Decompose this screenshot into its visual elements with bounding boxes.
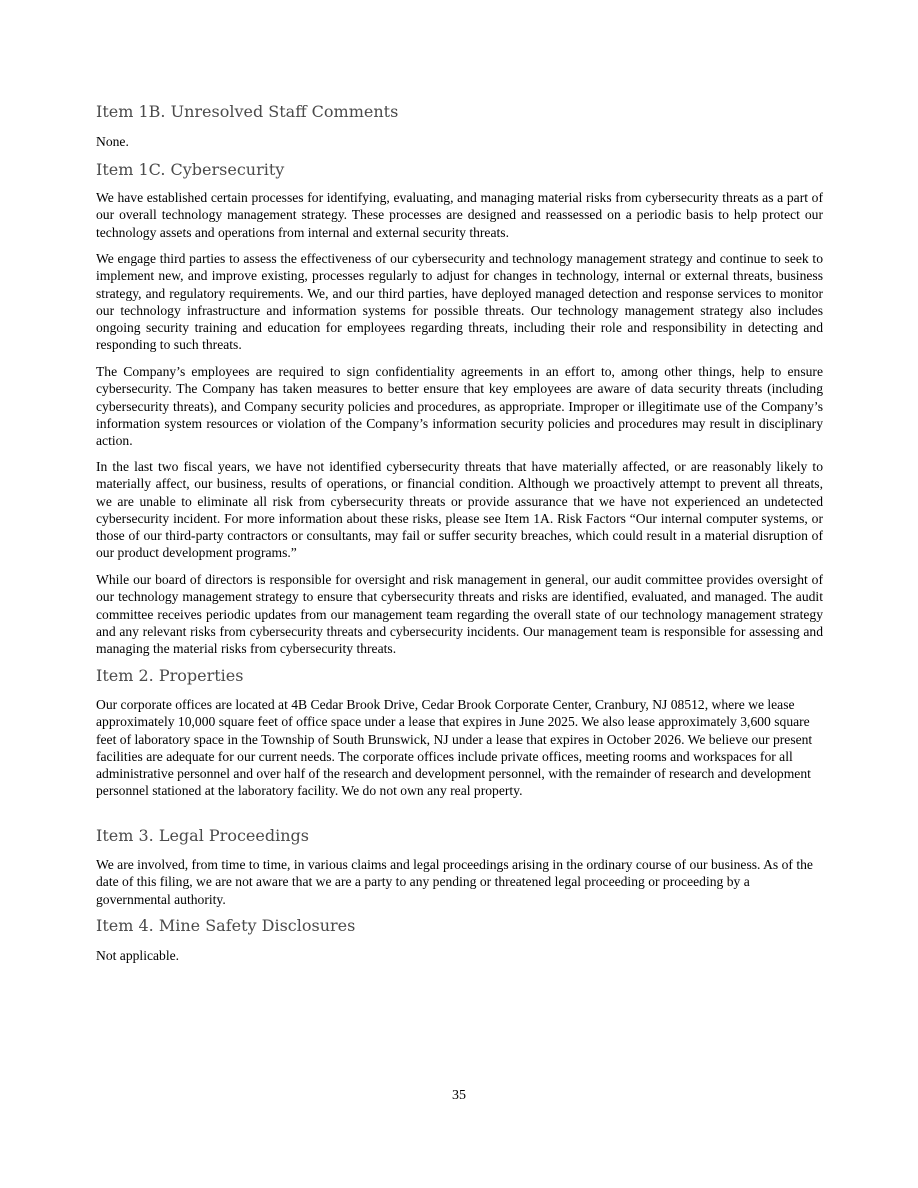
item-2-body: Our corporate offices are located at 4B Cedar Brook Drive, Cedar Brook Corporate Center, Cranbury, NJ 08512, where we lease approximately 10,000 square feet of office space under a lease that expires in June 2025. We also lease approximately 3,600 square feet of laboratory space in the Township of South Brunswick, NJ under a lease that expires in October 2026. We believe our present facilities are adequate for our current needs. The corporate offices include private offices, meeting rooms and workspaces for all administrative personnel and over half of the research and development personnel, with the remainder of research and development personnel stationed at the laboratory facility. We do not own any real property. — [96, 697, 813, 799]
heading-item-2: Item 2. Properties — [96, 666, 244, 685]
item-1c-paragraph-3: The Company’s employees are required to sign confidentiality agreements in an effort to, among other things, help to ensure cybersecurity. The Company has taken measures to better ensure that key employees are aware of data security threats (including cybersecurity threats), and Company security policies and procedures, as appropriate. Improper or illegitimate use of the Company’s information system resources or violation of the Company’s information security policies and procedures may result in disciplinary action. — [96, 364, 823, 449]
page-number: 35 — [452, 1088, 466, 1103]
item-4-body: Not applicable. — [96, 948, 180, 963]
heading-item-1b: Item 1B. Unresolved Staff Comments — [96, 102, 399, 121]
item-1c-paragraph-4: In the last two fiscal years, we have not identified cybersecurity threats that have materially affected, or are reasonably likely to materially affect, our business, results of operations, or financial condition. Although we proactively attempt to prevent all threats, we are unable to eliminate all risk from cybersecurity threats or provide assurance that we have not experienced an undetected cybersecurity incident. For more information about these risks, please see Item 1A. Risk Factors “Our internal computer systems, or those of our third-party contractors or consultants, may fail or suffer security breaches, which could result in a material disruption of our product development programs.” — [96, 459, 823, 561]
item-1c-paragraph-5: While our board of directors is responsible for oversight and risk management in general, our audit committee provides oversight of our technology management strategy to ensure that cybersecurity threats and risks are identified, evaluated, and managed. The audit committee receives periodic updates from our management team regarding the overall state of our technology management strategy and any relevant risks from cybersecurity threats and cybersecurity incidents. Our management team is responsible for assessing and managing the material risks from cybersecurity threats. — [96, 572, 823, 657]
heading-item-3: Item 3. Legal Proceedings — [96, 826, 309, 845]
heading-item-1c: Item 1C. Cybersecurity — [96, 160, 285, 179]
item-1b-body: None. — [96, 134, 129, 149]
item-1c-paragraph-2: We engage third parties to assess the effectiveness of our cybersecurity and technology management strategy and continue to seek to implement new, and improve existing, processes regularly to adjust for changes in technology, internal or external threats, business strategy, and regulatory requirements. We, and our third parties, have deployed managed detection and response services to monitor our technology infrastructure and information systems for possible threats. Our technology management strategy also includes ongoing security training and education for employees regarding threats, including their role and responsibility in detecting and responding to such threats. — [96, 251, 823, 353]
heading-item-4: Item 4. Mine Safety Disclosures — [96, 916, 356, 935]
item-1c-paragraph-1: We have established certain processes for identifying, evaluating, and managing material risks from cybersecurity threats as a part of our overall technology management strategy. These processes are designed and reassessed on a periodic basis to help protect our technology assets and operations from internal and external security threats. — [96, 190, 823, 240]
item-3-body: We are involved, from time to time, in various claims and legal proceedings arising in the ordinary course of our business. As of the date of this filing, we are not aware that we are a party to any pending or threatened legal proceeding or proceeding by a governmental authority. — [96, 857, 813, 907]
